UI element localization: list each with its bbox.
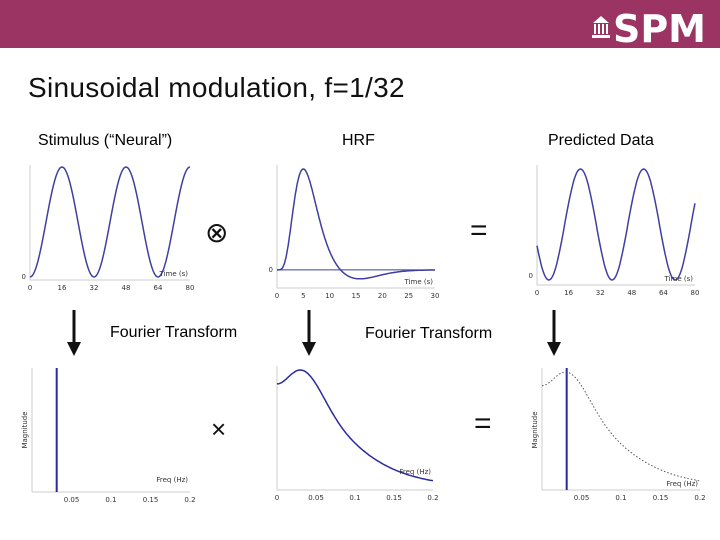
stimulus-freq-plot [18, 360, 200, 508]
logo-text: SPM [612, 7, 706, 51]
down-arrow-icon [66, 310, 82, 358]
equals-operator-top: = [470, 214, 488, 247]
hrf-tick-label: 25 [404, 292, 414, 300]
predicted-freq-tick-label: 0.15 [652, 494, 669, 502]
stimulus-freq-tick-label: 0.1 [105, 496, 117, 504]
hrf-freq-tick-label: 0.15 [386, 494, 402, 502]
stimulus-label: Stimulus (“Neural”) [38, 132, 173, 149]
predicted-freq-tick-label: 0.1 [615, 494, 627, 502]
hrf-tick-label: 30 [430, 292, 440, 300]
stimulus-freq-tick-label: 0.15 [142, 496, 159, 504]
stimulus-tick-label: 16 [57, 284, 67, 292]
y-axis-label: Magnitude [531, 411, 539, 449]
hrf-spectrum-line [277, 370, 433, 481]
down-arrow-icon [546, 310, 562, 358]
hrf-tick-label: 20 [377, 292, 387, 300]
y-tick-label: 0 [268, 265, 273, 274]
stimulus-tick-label: 32 [89, 284, 99, 292]
predicted-tick-label: 48 [627, 289, 637, 297]
header-banner [0, 0, 720, 51]
equals-operator-bottom: = [474, 407, 492, 440]
spm-logo [591, 7, 706, 51]
x-axis-label: Time (s) [404, 278, 433, 286]
y-axis-label: Magnitude [21, 411, 29, 449]
hrf-tick-label: 15 [351, 292, 361, 300]
predicted-label: Predicted Data [548, 132, 654, 149]
x-axis-label: Time (s) [664, 275, 693, 283]
hrf-freq-tick-label: 0.2 [427, 494, 439, 502]
predicted-tick-label: 80 [690, 289, 700, 297]
stimulus-freq-tick-label: 0.05 [63, 496, 80, 504]
x-axis-label: Freq (Hz) [666, 480, 698, 488]
hrf-line [277, 169, 435, 279]
hrf-time-chart [265, 160, 445, 305]
convolution-operator: ⊗ [205, 217, 229, 248]
hrf-tick-label: 10 [325, 292, 335, 300]
x-axis-label: Time (s) [159, 270, 188, 278]
predicted-tick-label: 32 [595, 289, 605, 297]
stimulus-time-chart [20, 160, 200, 305]
hrf-freq-tick-label: 0.05 [308, 494, 324, 502]
x-axis-label: Freq (Hz) [156, 476, 188, 484]
predicted-line [537, 169, 695, 280]
stimulus-tick-label: 64 [153, 284, 163, 292]
predicted-tick-label: 64 [658, 289, 668, 297]
y-tick-label: 0 [21, 273, 26, 281]
predicted-tick-label: 0 [534, 289, 540, 297]
stimulus-freq-tick-label: 0.2 [184, 496, 196, 504]
stimulus-sinusoid-line [30, 167, 190, 277]
predicted-freq-tick-label: 0.05 [573, 494, 590, 502]
fourier-label-right: Fourier Transform [365, 325, 493, 342]
predicted-time-chart [525, 160, 705, 305]
stimulus-tick-label: 80 [185, 284, 195, 292]
hrf-freq-chart [265, 360, 445, 508]
hrf-tick-label: 0 [274, 292, 280, 300]
predicted-freq-plot [530, 360, 710, 508]
fourier-label-left: Fourier Transform [110, 324, 238, 341]
hrf-time-plot [265, 160, 445, 305]
predicted-freq-chart [530, 360, 710, 508]
stimulus-time-plot [20, 160, 200, 305]
slide-title: Sinusoidal modulation, f=1/32 [28, 72, 405, 103]
stimulus-freq-chart [18, 360, 200, 508]
hrf-label: HRF [342, 132, 375, 149]
x-axis-label: Freq (Hz) [399, 468, 431, 476]
hrf-freq-tick-label: 0 [274, 494, 280, 502]
predicted-time-plot [525, 160, 705, 305]
hrf-freq-plot [265, 360, 445, 508]
down-arrow-icon [301, 310, 317, 358]
stimulus-tick-label: 0 [27, 284, 33, 292]
building-icon [591, 14, 611, 40]
multiply-operator: × [211, 414, 227, 444]
stimulus-tick-label: 48 [121, 284, 131, 292]
predicted-tick-label: 16 [564, 289, 574, 297]
y-tick-label: 0 [528, 272, 533, 280]
hrf-tick-label: 5 [301, 292, 306, 300]
hrf-freq-tick-label: 0.1 [349, 494, 361, 502]
predicted-freq-tick-label: 0.2 [694, 494, 706, 502]
